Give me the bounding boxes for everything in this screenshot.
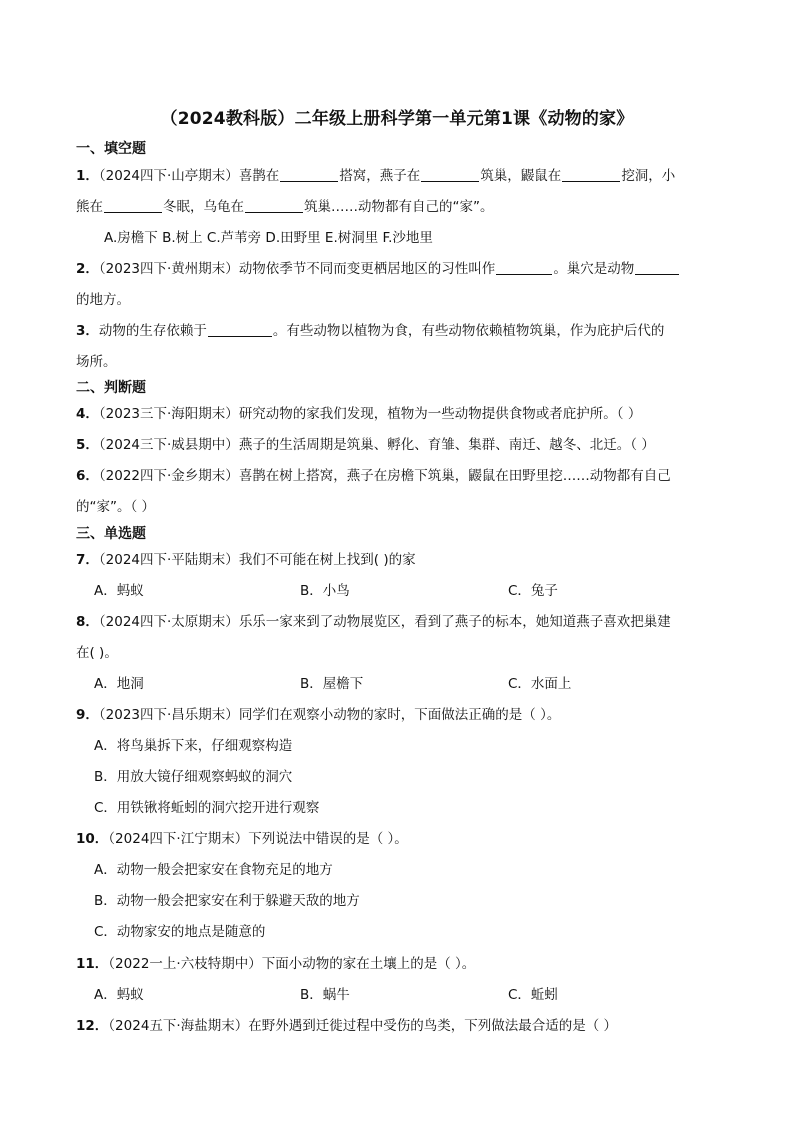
q10-option-b[interactable]: B．动物一般会把家安在利于躲避天敌的地方 [94, 893, 360, 909]
q7-option-a[interactable]: A．蚂蚁 [94, 583, 144, 599]
question-1-options: A.房檐下 B.树上 C.芦苇旁 D.田野里 E.树洞里 F.沙地里 [104, 230, 433, 246]
answer-blank[interactable] [280, 167, 338, 182]
q8-option-c[interactable]: C．水面上 [508, 676, 572, 692]
question-3-line-1: 3．动物的生存依赖于 。有些动物以植物为食，有些动物依赖植物筑巢，作为庇护后代的 [76, 323, 665, 339]
question-6-line-1: 6．（2022四下·金乡期末）喜鹊在树上搭窝，燕子在房檐下筑巢，鼹鼠在田野里挖……动物都有自己 [76, 468, 671, 484]
question-7: 7．（2024四下·平陆期末）我们不可能在树上找到( )的家 [76, 552, 416, 568]
page-title: （2024教科版）二年级上册科学第一单元第1课《动物的家》 [160, 109, 634, 129]
section-heading-single-choice: 三、单选题 [76, 526, 146, 542]
answer-blank[interactable] [635, 260, 679, 275]
section-heading-true-false: 二、判断题 [76, 380, 146, 396]
answer-blank[interactable] [245, 198, 303, 213]
section-heading-fill-blank: 一、填空题 [76, 141, 146, 157]
answer-blank[interactable] [496, 260, 552, 275]
q11-option-c[interactable]: C．蚯蚓 [508, 987, 558, 1003]
q11-option-b[interactable]: B．蜗牛 [300, 987, 350, 1003]
question-4: 4．（2023三下·海阳期末）研究动物的家我们发现，植物为一些动物提供食物或者庇护所。（ ） [76, 406, 642, 422]
question-3-line-2: 场所。 [76, 354, 117, 370]
q8-option-b[interactable]: B．屋檐下 [300, 676, 364, 692]
q9-option-a[interactable]: A．将鸟巢拆下来，仔细观察构造 [94, 738, 293, 754]
question-5: 5．（2024三下·威县期中）燕子的生活周期是筑巢、孵化、育雏、集群、南迁、越冬、北迁。（ ） [76, 437, 655, 453]
question-12: 12．（2024五下·海盐期末）在野外遇到迁徙过程中受伤的鸟类，下列做法最合适的是（ ） [76, 1018, 617, 1034]
q11-option-a[interactable]: A．蚂蚁 [94, 987, 144, 1003]
question-8-line-2: 在( )。 [76, 645, 118, 661]
question-1-line-1: 1．（2024四下·山亭期末）喜鹊在 搭窝，燕子在 筑巢，鼹鼠在 挖洞，小 [76, 168, 676, 184]
q10-option-a[interactable]: A．动物一般会把家安在食物充足的地方 [94, 862, 333, 878]
answer-blank[interactable] [104, 198, 162, 213]
q7-option-b[interactable]: B．小鸟 [300, 583, 350, 599]
question-10: 10．（2024四下·江宁期末）下列说法中错误的是（ ）。 [76, 831, 408, 847]
q9-option-b[interactable]: B．用放大镜仔细观察蚂蚁的洞穴 [94, 769, 293, 785]
question-2-line-1: 2．（2023四下·黄州期末）动物依季节不同而变更栖居地区的习性叫作 。巢穴是动物 [76, 259, 680, 279]
question-number: 1． [76, 168, 99, 184]
question-6-line-2: 的“家”。（ ） [76, 499, 156, 515]
question-1-line-2: 熊在 冬眠，乌龟在 筑巢……动物都有自己的“家”。 [76, 199, 494, 215]
q10-option-c[interactable]: C．动物家安的地点是随意的 [94, 924, 266, 940]
answer-blank[interactable] [421, 167, 479, 182]
question-11: 11．（2022一上·六枝特期中）下面小动物的家在土壤上的是（ ）。 [76, 956, 476, 972]
question-9: 9．（2023四下·昌乐期末）同学们在观察小动物的家时，下面做法正确的是（ ）。 [76, 707, 561, 723]
q8-option-a[interactable]: A．地洞 [94, 676, 144, 692]
answer-blank[interactable] [208, 322, 272, 337]
question-2-line-2: 的地方。 [76, 292, 130, 308]
answer-blank[interactable] [562, 167, 620, 182]
question-8-line-1: 8．（2024四下·太原期末）乐乐一家来到了动物展览区，看到了燕子的标本，她知道燕子喜欢把巢建 [76, 614, 671, 630]
q7-option-c[interactable]: C．兔子 [508, 583, 558, 599]
q9-option-c[interactable]: C．用铁锹将蚯蚓的洞穴挖开进行观察 [94, 800, 320, 816]
question-source: （2024四下·山亭期末） [98, 168, 239, 184]
